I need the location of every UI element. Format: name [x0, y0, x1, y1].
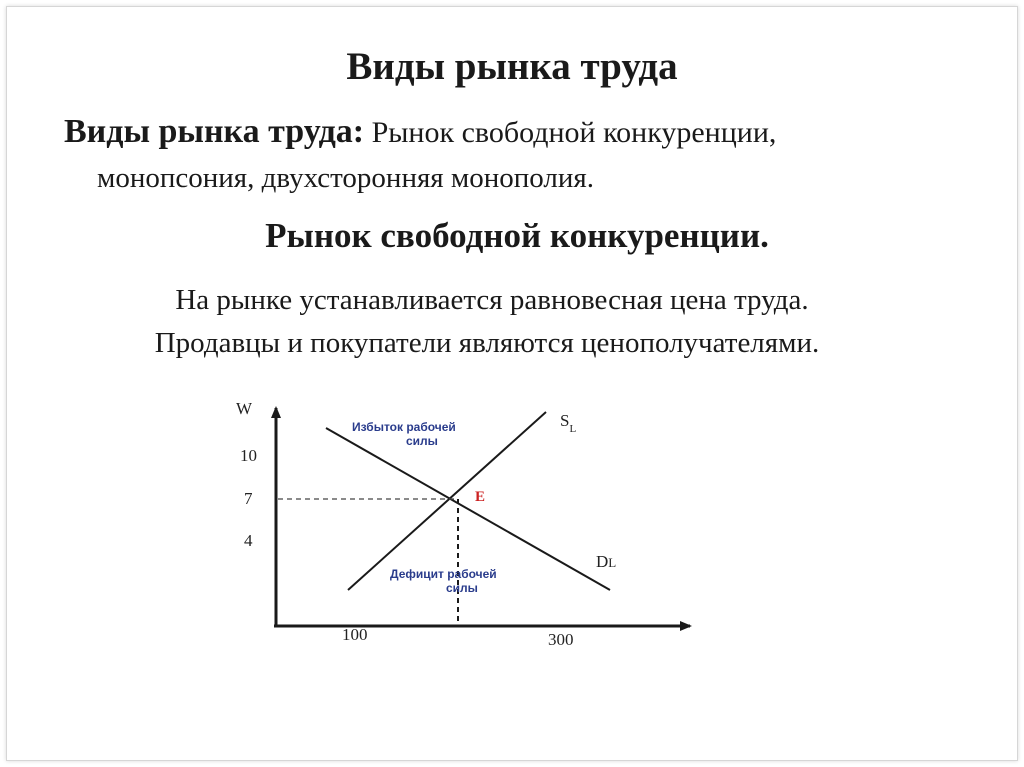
- y-tick-7: 7: [244, 489, 253, 508]
- deficit-label-line1: Дефицит рабочей: [390, 567, 497, 581]
- equilibrium-label: E: [475, 489, 486, 505]
- x-tick-100: 100: [342, 625, 368, 644]
- market-types-list-1: Рынок свободной конкуренции,: [364, 116, 777, 149]
- surplus-label-line2: силы: [406, 434, 438, 448]
- supply-curve: [348, 412, 546, 590]
- y-tick-10: 10: [240, 446, 257, 465]
- slide-title: Виды рынка труда: [346, 45, 678, 88]
- deficit-label-line2: силы: [446, 581, 478, 595]
- y-tick-4: 4: [244, 531, 253, 550]
- y-axis-label: W: [236, 399, 253, 418]
- market-types-heading: Виды рынка труда:: [64, 113, 365, 150]
- section-subtitle: Рынок свободной конкуренции.: [265, 216, 769, 255]
- demand-label: DL: [596, 552, 617, 571]
- market-types-list-2: монопсония, двухсторонняя монополия.: [97, 162, 594, 194]
- demand-curve: [326, 428, 610, 590]
- supply-label: $S_L$: [560, 411, 577, 435]
- surplus-label-line1: Избыток рабочей: [352, 420, 456, 434]
- paragraph-price-takers: Продавцы и покупатели являются ценополучателями.: [154, 327, 820, 359]
- x-tick-300: 300: [548, 630, 574, 649]
- paragraph-equilibrium: На рынке устанавливается равновесная цена труда.: [175, 284, 809, 316]
